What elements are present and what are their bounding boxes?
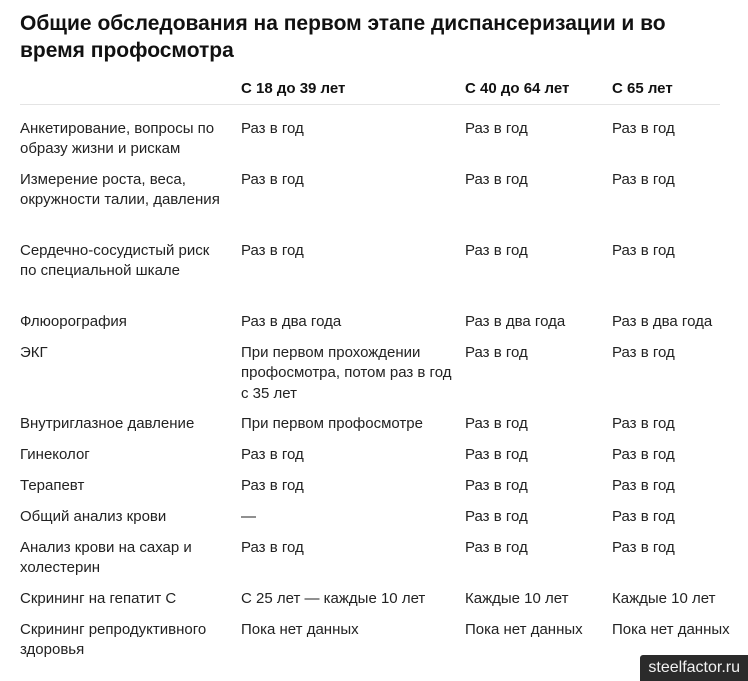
exam-name: Терапевт: [20, 477, 85, 494]
cell-40-64: Раз в год: [465, 539, 528, 556]
table-header: [0, 79, 748, 103]
site-watermark: steelfactor.ru: [640, 655, 748, 681]
cell-65: Раз в год: [612, 344, 675, 361]
cell-18-39: При первом профосмотре: [241, 415, 423, 432]
cell-40-64: Раз в год: [465, 446, 528, 463]
exam-name: Сердечно-сосудистый риск по специальной шкале: [20, 242, 210, 280]
cell-40-64: Раз в год: [465, 120, 528, 137]
cell-18-39: Раз в год: [241, 171, 304, 188]
cell-65: Раз в год: [612, 539, 675, 556]
exam-name: Анализ крови на сахар и холестерин: [20, 539, 192, 577]
cell-18-39: —: [241, 508, 256, 525]
cell-40-64: Раз в год: [465, 477, 528, 494]
cell-40-64: Раз в год: [465, 344, 528, 361]
exam-name: ЭКГ: [20, 344, 48, 361]
cell-18-39: Раз в два года: [241, 313, 342, 330]
column-header-18-39: С 18 до 39 лет: [241, 80, 346, 97]
column-header-65: С 65 лет: [612, 80, 673, 97]
exam-name: Общий анализ крови: [20, 508, 167, 525]
cell-40-64: Каждые 10 лет: [465, 590, 569, 607]
cell-18-39: С 25 лет — каждые 10 лет: [241, 590, 426, 607]
cell-65: Раз в год: [612, 477, 675, 494]
cell-18-39: Раз в год: [241, 446, 304, 463]
cell-65: Раз в год: [612, 242, 675, 259]
cell-18-39: Пока нет данных: [241, 621, 359, 638]
column-header-40-64: С 40 до 64 лет: [465, 80, 570, 97]
exam-name: Гинеколог: [20, 446, 90, 463]
exam-name: Флюорография: [20, 313, 127, 330]
cell-40-64: Раз в два года: [465, 313, 566, 330]
cell-40-64: Раз в год: [465, 508, 528, 525]
cell-40-64: Раз в год: [465, 171, 528, 188]
cell-18-39: Раз в год: [241, 120, 304, 137]
exam-name: Скрининг на гепатит С: [20, 590, 177, 607]
cell-40-64: Раз в год: [465, 242, 528, 259]
cell-65: Раз в два года: [612, 313, 713, 330]
cell-65: Раз в год: [612, 120, 675, 137]
cell-18-39: При первом прохождении профосмотра, потом раз в год с 35 лет: [241, 344, 452, 402]
cell-65: Раз в год: [612, 171, 675, 188]
page-title: Общие обследования на первом этапе диспансеризации и во время профосмотра: [20, 12, 666, 62]
cell-65: Каждые 10 лет: [612, 590, 716, 607]
cell-40-64: Пока нет данных: [465, 621, 583, 638]
exam-name: Внутриглазное давление: [20, 415, 195, 432]
cell-65: Раз в год: [612, 508, 675, 525]
cell-18-39: Раз в год: [241, 539, 304, 556]
cell-18-39: Раз в год: [241, 477, 304, 494]
cell-65: Раз в год: [612, 446, 675, 463]
exam-name: Измерение роста, веса, окружности талии, давления: [20, 171, 220, 209]
exam-name: Анкетирование, вопросы по образу жизни и рискам: [20, 120, 215, 158]
cell-40-64: Раз в год: [465, 415, 528, 432]
exam-name: Скрининг репродуктивного здоровья: [20, 621, 207, 659]
header-divider: [20, 104, 720, 105]
cell-65: Пока нет данных: [612, 621, 730, 638]
cell-18-39: Раз в год: [241, 242, 304, 259]
cell-65: Раз в год: [612, 415, 675, 432]
